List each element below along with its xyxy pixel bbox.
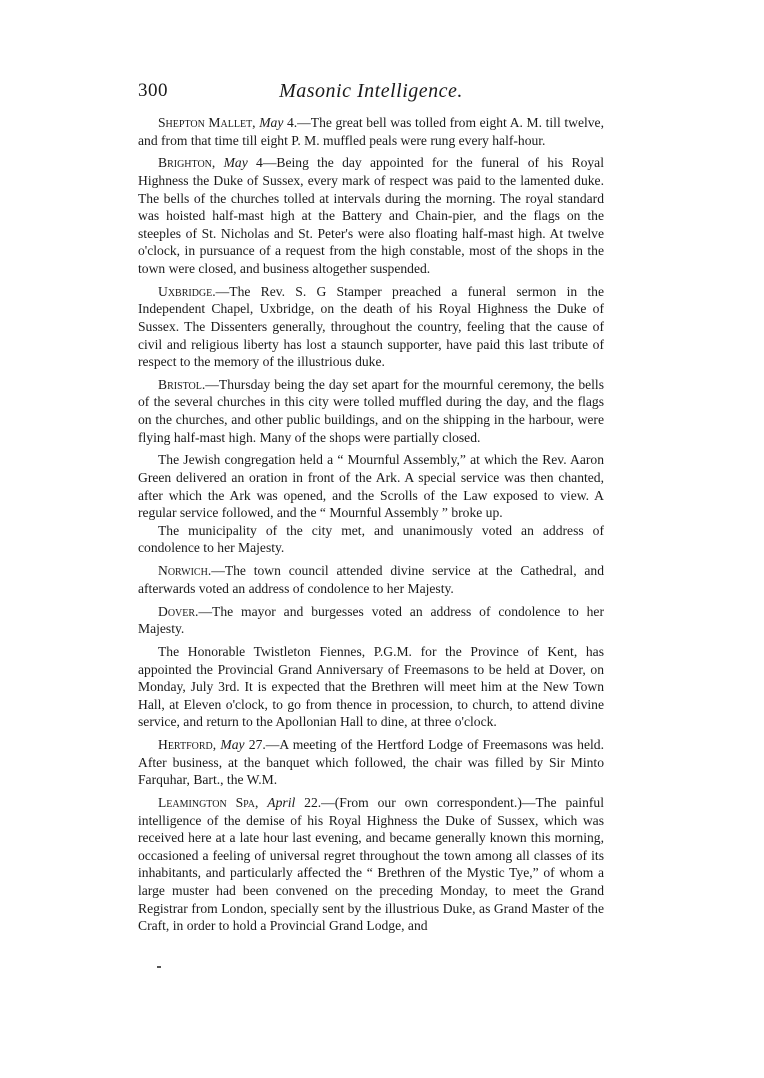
paragraph [138,562,604,597]
date-month: May [223,155,248,171]
paragraph [138,283,604,371]
place-name: Leamington Spa, [158,795,259,811]
running-title: Masonic Intelligence. [279,80,463,102]
footer-mark [157,966,161,968]
paragraph-text: 4—Being the day appointed for the funeral of his Royal Highness the Duke of Sussex, every mark of respect was paid to the lamented duke. The bells of the churches tolled at intervals during the morning. The royal standard was hoisted half-mast high at the Battery and Chain-pier, and the flags on the steeples of St. Nicholas and St. Peter's were also floating half-mast high. At twelve o'clock, in pursuance of a request from the high constable, most of the shops in the town were closed, and business altogether suspended. [138,155,604,276]
paragraph-text: The municipality of the city met, and unanimously voted an address of condolence to her Majesty. [138,522,604,556]
place-name: Brighton, [158,155,216,171]
paragraph [138,376,604,446]
paragraph-text: —The town council attended divine service at the Cathedral, and afterwards voted an address of condolence to her Majesty. [138,563,604,596]
date-month: April [267,795,296,811]
paragraph [138,522,604,557]
page-header [138,80,604,114]
place-name: Norwich. [158,563,212,579]
paragraph-text: The Jewish congregation held a “ Mournful Assembly,” at which the Rev. Aaron Green delivered an oration in front of the Ark. A special service was then chanted, after which the Ark was opened, and the Scrolls of the Law exposed to view. A regular service followed, and the “ Mournful Assembly ” broke up. [138,452,604,521]
place-name: Hertford, [158,737,217,753]
paragraph [138,643,604,731]
document-page [138,80,604,940]
article-body [138,114,604,935]
paragraph-text: The Honorable Twistleton Fiennes, P.G.M. for the Province of Kent, has appointed the Provincial Grand Anniversary of Freemasons to be held at Dover, on Monday, July 3rd. It is expected that the Brethren will meet him at the New Town Hall, at Eleven o'clock, to go from thence in procession, to church, to attend divine service, and return to the Apollonian Hall to dine, at three o'clock. [138,643,604,730]
paragraph-text: 22.—(From our own correspondent.)—The painful intelligence of the demise of his Royal Highness the Duke of Sussex, which was received here at a late hour last evening, and became generally known this morning, occasioned a feeling of universal regret throughout the town among all classes of its inhabitants, and particularly affected the “ Brethren of the Mystic Tye,” of whom a large muster had been convened on the preceding Monday, to meet the Grand Registrar from London, specially sent by the illustrious Duke, as Grand Master of the Craft, in order to hold a Provincial Grand Lodge, and [138,795,604,934]
paragraph [138,114,604,149]
paragraph [138,154,604,277]
place-name: Dover. [158,603,199,619]
paragraph [138,736,604,789]
place-name: Bristol. [158,376,206,392]
paragraph [138,794,604,935]
paragraph-text: —Thursday being the day set apart for the mournful ceremony, the bells of the several churches in this city were tolled muffled during the day, and the flags on the churches, and other public buildings, and on the shipping in the harbour, were flying half-mast high. Many of the shops were partially closed. [138,376,604,445]
paragraph-text: —The mayor and burgesses voted an address of condolence to her Majesty. [138,603,604,637]
place-name: Shepton Mallet, [158,115,256,130]
page-number: 300 [138,80,168,101]
paragraph-text: 4.—The great bell was tolled from eight A. M. till twelve, and from that time till eight P. M. muffled peals were rung every half-hour. [138,115,604,148]
place-name: Uxbridge. [158,283,216,299]
paragraph-text: —The Rev. S. G Stamper preached a funeral sermon in the Independent Chapel, Uxbridge, on the death of his Royal Highness the Duke of Sussex. The Dissenters generally, throughout the country, feeling that the cause of civil and religious liberty has lost a staunch supporter, have paid this last tribute of respect to the memory of the illustrious duke. [138,283,604,370]
paragraph-text: 27.—A meeting of the Hertford Lodge of Freemasons was held. After business, at the banquet which followed, the chair was filled by Sir Minto Farquhar, Bart., the W.M. [138,737,604,788]
date-month: May [220,737,245,753]
paragraph [138,451,604,521]
paragraph [138,603,604,638]
date-month: May [259,115,284,130]
